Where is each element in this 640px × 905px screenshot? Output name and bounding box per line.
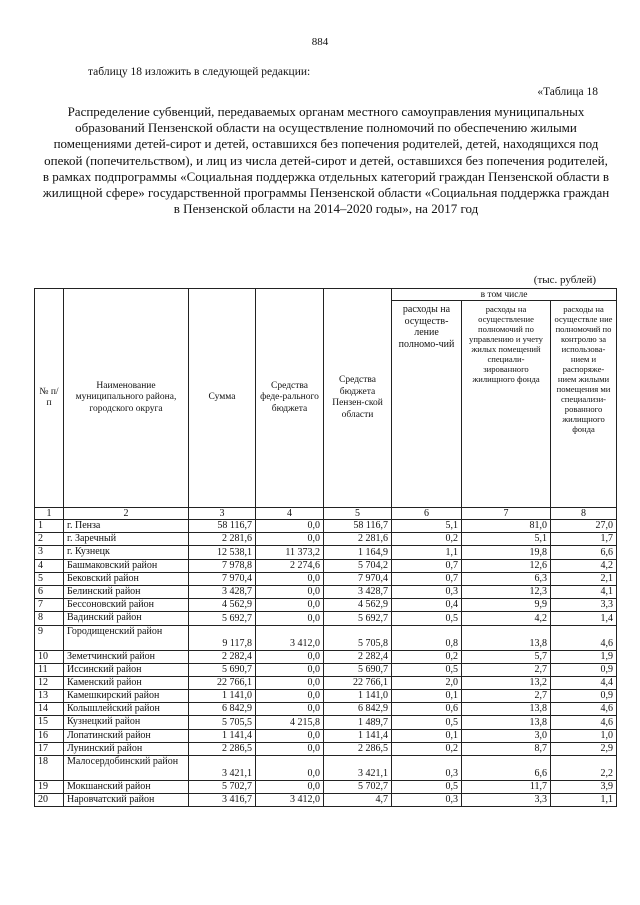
table-row	[35, 546, 617, 559]
row-sum: 7 978,8	[189, 559, 256, 572]
row-name: г. Заречный	[64, 533, 189, 546]
table-row	[35, 585, 617, 598]
row-federal: 0,0	[256, 676, 324, 689]
row-number: 3	[35, 546, 64, 559]
header-name: Наименование муниципального района, городского округа	[64, 289, 189, 508]
header-sum: Сумма	[189, 289, 256, 508]
row-exercise: 0,3	[392, 756, 462, 781]
row-exercise: 0,1	[392, 729, 462, 742]
header-federal: Средства феде-рального бюджета	[256, 289, 324, 508]
row-number: 7	[35, 599, 64, 612]
row-federal: 4 215,8	[256, 716, 324, 729]
row-name: Малосердобинский район	[64, 756, 189, 781]
row-federal: 3 412,0	[256, 625, 324, 650]
header-including: в том числе	[392, 289, 617, 301]
col-number: 5	[324, 508, 392, 520]
table-row	[35, 533, 617, 546]
row-regional: 22 766,1	[324, 676, 392, 689]
table-row	[35, 612, 617, 625]
row-sum: 1 141,4	[189, 729, 256, 742]
row-name: Башмаковский район	[64, 559, 189, 572]
row-number: 12	[35, 676, 64, 689]
row-number: 10	[35, 650, 64, 663]
row-regional: 3 421,1	[324, 756, 392, 781]
row-federal: 0,0	[256, 703, 324, 716]
row-sum: 4 562,9	[189, 599, 256, 612]
row-exercise: 0,2	[392, 533, 462, 546]
row-exercise: 0,5	[392, 612, 462, 625]
row-number: 17	[35, 742, 64, 755]
header-regional: Средства бюджета Пензен-ской области	[324, 289, 392, 508]
row-name: Лунинский район	[64, 742, 189, 755]
header-sub2: расходы на осуществление полномочий по управлению и учету жилых помещений специали-зированного жилищного фонда	[462, 301, 551, 508]
row-management: 3,3	[462, 794, 551, 807]
row-name: Кузнецкий район	[64, 716, 189, 729]
row-federal: 11 373,2	[256, 546, 324, 559]
row-sum: 2 286,5	[189, 742, 256, 755]
row-name: Вадинский район	[64, 612, 189, 625]
row-name: Иссинский район	[64, 663, 189, 676]
col-number: 4	[256, 508, 324, 520]
units-note: (тыс. рублей)	[533, 274, 596, 286]
row-sum: 3 428,7	[189, 585, 256, 598]
row-federal: 2 274,6	[256, 559, 324, 572]
row-management: 19,8	[462, 546, 551, 559]
row-management: 9,9	[462, 599, 551, 612]
row-regional: 5 690,7	[324, 663, 392, 676]
row-number: 4	[35, 559, 64, 572]
row-sum: 2 282,4	[189, 650, 256, 663]
row-name: Белинский район	[64, 585, 189, 598]
row-regional: 1 489,7	[324, 716, 392, 729]
row-management: 5,1	[462, 533, 551, 546]
row-sum: 1 141,0	[189, 690, 256, 703]
row-exercise: 5,1	[392, 520, 462, 533]
row-sum: 6 842,9	[189, 703, 256, 716]
row-control: 4,1	[551, 585, 617, 598]
row-management: 12,6	[462, 559, 551, 572]
row-exercise: 2,0	[392, 676, 462, 689]
row-federal: 0,0	[256, 572, 324, 585]
row-name: г. Пенза	[64, 520, 189, 533]
row-control: 27,0	[551, 520, 617, 533]
row-regional: 5 692,7	[324, 612, 392, 625]
table-row	[35, 703, 617, 716]
row-number: 14	[35, 703, 64, 716]
row-number: 8	[35, 612, 64, 625]
row-regional: 3 428,7	[324, 585, 392, 598]
row-exercise: 0,5	[392, 716, 462, 729]
row-management: 8,7	[462, 742, 551, 755]
row-sum: 5 705,5	[189, 716, 256, 729]
row-number: 11	[35, 663, 64, 676]
intro-text: таблицу 18 изложить в следующей редакции:	[88, 66, 311, 78]
table-row	[35, 742, 617, 755]
row-exercise: 0,6	[392, 703, 462, 716]
col-number: 8	[551, 508, 617, 520]
row-management: 11,7	[462, 781, 551, 794]
row-name: Наровчатский район	[64, 794, 189, 807]
row-control: 1,9	[551, 650, 617, 663]
row-federal: 0,0	[256, 690, 324, 703]
row-sum: 5 692,7	[189, 612, 256, 625]
row-management: 3,0	[462, 729, 551, 742]
row-management: 13,8	[462, 703, 551, 716]
row-name: Мокшанский район	[64, 781, 189, 794]
subvention-table	[34, 288, 617, 807]
row-number: 20	[35, 794, 64, 807]
table-row	[35, 650, 617, 663]
row-sum: 22 766,1	[189, 676, 256, 689]
table-row	[35, 663, 617, 676]
table-body	[35, 508, 617, 807]
row-exercise: 1,1	[392, 546, 462, 559]
row-sum: 5 690,7	[189, 663, 256, 676]
row-control: 1,1	[551, 794, 617, 807]
col-number: 1	[35, 508, 64, 520]
row-name: Городищенский район	[64, 625, 189, 650]
row-exercise: 0,7	[392, 559, 462, 572]
row-federal: 0,0	[256, 729, 324, 742]
row-name: Земетчинский район	[64, 650, 189, 663]
row-federal: 0,0	[256, 533, 324, 546]
row-management: 13,8	[462, 625, 551, 650]
col-number: 3	[189, 508, 256, 520]
row-control: 0,9	[551, 663, 617, 676]
row-regional: 4 562,9	[324, 599, 392, 612]
row-federal: 0,0	[256, 742, 324, 755]
row-regional: 5 702,7	[324, 781, 392, 794]
row-number: 15	[35, 716, 64, 729]
row-control: 3,3	[551, 599, 617, 612]
header-sub1: расходы на осуществ-ление полномо-чий	[392, 301, 462, 508]
row-sum: 58 116,7	[189, 520, 256, 533]
row-number: 16	[35, 729, 64, 742]
row-control: 1,4	[551, 612, 617, 625]
row-name: Колышлейский район	[64, 703, 189, 716]
row-exercise: 0,8	[392, 625, 462, 650]
table-row	[35, 690, 617, 703]
row-federal: 0,0	[256, 599, 324, 612]
row-sum: 9 117,8	[189, 625, 256, 650]
row-regional: 5 705,8	[324, 625, 392, 650]
row-federal: 0,0	[256, 612, 324, 625]
row-sum: 7 970,4	[189, 572, 256, 585]
row-control: 4,6	[551, 716, 617, 729]
row-federal: 0,0	[256, 585, 324, 598]
table-row	[35, 599, 617, 612]
row-control: 3,9	[551, 781, 617, 794]
row-exercise: 0,3	[392, 585, 462, 598]
table-row	[35, 559, 617, 572]
row-management: 6,3	[462, 572, 551, 585]
row-regional: 6 842,9	[324, 703, 392, 716]
row-control: 1,0	[551, 729, 617, 742]
table-row	[35, 729, 617, 742]
row-management: 2,7	[462, 690, 551, 703]
col-number: 6	[392, 508, 462, 520]
row-federal: 0,0	[256, 781, 324, 794]
table-row	[35, 756, 617, 781]
row-regional: 5 704,2	[324, 559, 392, 572]
row-sum: 12 538,1	[189, 546, 256, 559]
header-sub3: расходы на осуществле ние полномочий по контролю за использова-нием и распоряже-нием жилыми помещения ми специализи-рованного жилищного фонда	[551, 301, 617, 508]
row-exercise: 0,4	[392, 599, 462, 612]
row-number: 1	[35, 520, 64, 533]
header-num: № п/п	[35, 289, 64, 508]
row-control: 6,6	[551, 546, 617, 559]
row-number: 6	[35, 585, 64, 598]
row-exercise: 0,1	[392, 690, 462, 703]
row-regional: 58 116,7	[324, 520, 392, 533]
table-row	[35, 794, 617, 807]
row-federal: 3 412,0	[256, 794, 324, 807]
row-name: г. Кузнецк	[64, 546, 189, 559]
col-number: 7	[462, 508, 551, 520]
row-exercise: 0,2	[392, 742, 462, 755]
row-sum: 5 702,7	[189, 781, 256, 794]
table-row	[35, 716, 617, 729]
table-row	[35, 520, 617, 533]
col-number: 2	[64, 508, 189, 520]
row-name: Бессоновский район	[64, 599, 189, 612]
row-federal: 0,0	[256, 663, 324, 676]
row-number: 13	[35, 690, 64, 703]
row-control: 4,6	[551, 703, 617, 716]
row-number: 18	[35, 756, 64, 781]
table-row	[35, 676, 617, 689]
row-number: 2	[35, 533, 64, 546]
table-row	[35, 572, 617, 585]
row-regional: 2 281,6	[324, 533, 392, 546]
row-regional: 4,7	[324, 794, 392, 807]
row-control: 4,6	[551, 625, 617, 650]
row-exercise: 0,7	[392, 572, 462, 585]
row-number: 5	[35, 572, 64, 585]
row-name: Каменский район	[64, 676, 189, 689]
row-control: 0,9	[551, 690, 617, 703]
table-label: «Таблица 18	[537, 86, 598, 98]
row-management: 5,7	[462, 650, 551, 663]
row-sum: 3 416,7	[189, 794, 256, 807]
row-sum: 3 421,1	[189, 756, 256, 781]
row-exercise: 0,5	[392, 663, 462, 676]
row-name: Бековский район	[64, 572, 189, 585]
column-numbers-row	[35, 508, 617, 520]
row-management: 6,6	[462, 756, 551, 781]
row-control: 4,2	[551, 559, 617, 572]
row-exercise: 0,2	[392, 650, 462, 663]
row-control: 4,4	[551, 676, 617, 689]
row-regional: 1 164,9	[324, 546, 392, 559]
row-regional: 1 141,4	[324, 729, 392, 742]
row-regional: 2 282,4	[324, 650, 392, 663]
row-control: 2,2	[551, 756, 617, 781]
row-name: Камешкирский район	[64, 690, 189, 703]
row-regional: 7 970,4	[324, 572, 392, 585]
row-management: 13,2	[462, 676, 551, 689]
row-regional: 2 286,5	[324, 742, 392, 755]
row-regional: 1 141,0	[324, 690, 392, 703]
row-exercise: 0,3	[392, 794, 462, 807]
row-management: 2,7	[462, 663, 551, 676]
row-exercise: 0,5	[392, 781, 462, 794]
row-number: 19	[35, 781, 64, 794]
table-row	[35, 781, 617, 794]
row-control: 2,9	[551, 742, 617, 755]
row-federal: 0,0	[256, 756, 324, 781]
page-number: 884	[311, 36, 329, 48]
row-federal: 0,0	[256, 520, 324, 533]
row-name: Лопатинский район	[64, 729, 189, 742]
row-control: 1,7	[551, 533, 617, 546]
row-management: 12,3	[462, 585, 551, 598]
row-control: 2,1	[551, 572, 617, 585]
row-management: 13,8	[462, 716, 551, 729]
table-title: Распределение субвенций, передаваемых органам местного самоуправления муниципальных образований Пензенской области на осуществление полномочий по обеспечению жилыми помещениями детей-сирот и детей, оставшихся без попечения родителей, детей, находящихся под опекой (попечительством), и лиц из числа детей-сирот и детей, оставшихся без попечения родителей, в рамках подпрограммы «Социальная поддержка отдельных категорий граждан Пензенской области в жилищной сфере» государственной программы Пензенской области «Социальная поддержка граждан в Пензенской области на 2014–2020 годы», на 2017 год	[42, 104, 610, 217]
table-row	[35, 625, 617, 650]
row-management: 4,2	[462, 612, 551, 625]
row-federal: 0,0	[256, 650, 324, 663]
row-management: 81,0	[462, 520, 551, 533]
row-sum: 2 281,6	[189, 533, 256, 546]
row-number: 9	[35, 625, 64, 650]
